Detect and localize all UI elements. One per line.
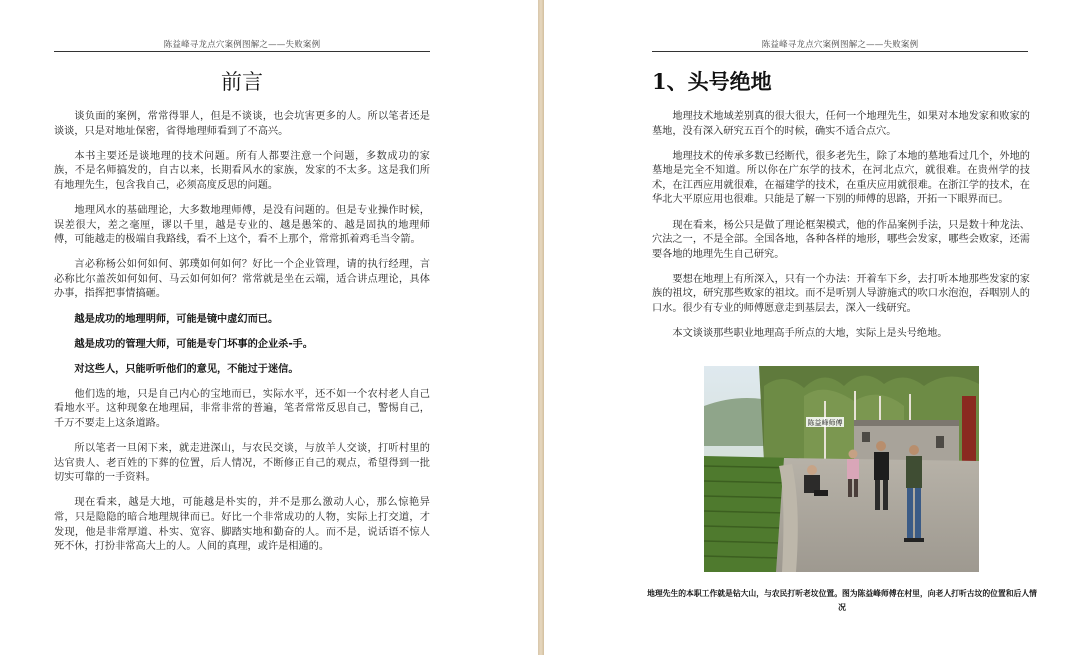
paragraph: 他们选的地，只是自己内心的宝地而已，实际水平，还不如一个农村老人自己看地水平。这种现象在地理届，非常非常的普遍，笔者常常反思自己，警惕自己，千万不要走上这条道路。	[54, 388, 430, 429]
paragraph: 本书主要还是谈地理的技术问题。所有人都要注意一个问题，多数成功的家族，不是名师搞发的，自古以来，长期看风水的家族，发家的不太多。这是我们所有地理先生，包含我自己，必须高度反思的问题。	[54, 150, 430, 191]
photo-caption: 地理先生的本职工作就是钻大山，与农民打听老坟位置。图为陈益峰师傅在村里，向老人打听古坟的位置和后人情况	[647, 589, 1037, 612]
paragraph: 所以笔者一旦闲下来，就走进深山，与农民交谈，与放羊人交谈，打听村里的达官贵人、老百姓的下葬的位置，后人情况，不断修正自己的观点，希望得到一批切实可靠的一手资料。	[54, 443, 430, 484]
paragraph: 地理风水的基础理论，大多数地理师傅，是没有问题的。但是专业操作时候，误差很大，差之毫厘，谬以千里，越是专业的、越是愚笨的、越是固执的地理师傅，可能越走的极端自我路线，看不上这个，看不上那个，常常抓着鸡毛当令箭。	[54, 204, 430, 246]
paragraph: 要想在地理上有所深入，只有一个办法：开着车下乡，去打听本地那些发家的家族的祖坟，研究那些败家的祖坟。而不是听别人导游施式的吹口水泡泡，吞咽别人的口水。很少有专业的师傅愿意走到基层去，深入一线研究。	[652, 273, 1030, 315]
paragraph: 本文谈谈那些职业地理高手所点的大地，实际上是头号绝地。	[672, 328, 948, 340]
running-header: 陈益峰寻龙点穴案例图解之——失败案例	[761, 40, 919, 50]
paragraph: 言必称杨公如何如何、郭璞如何如何？好比一个企业管理，请的执行经理，言必称比尔盖茨如何如何、马云如何如何？常常就是坐在云端，适合讲点理论，具体办事，指挥把事情搞砸。	[54, 259, 430, 300]
bold-statement: 越是成功的管理大师，可能是专门坏事的企业杀-手。	[74, 338, 313, 350]
bold-statement: 越是成功的地理明师，可能是镜中虚幻而已。	[74, 313, 279, 325]
paragraph: 地理技术的传承多数已经断代，很多老先生，除了本地的墓地看过几个，外地的墓地是完全不知道。所以你在广东学的技术，在河北点穴，就很难。在贵州学的技术，在江西应用就很难，在福建学的技术，在重庆应用就很难。在浙江学的技术，在华北大平原应用也很难。只能是了解一下别的师傅的思路，开拓一下眼界而已。	[652, 150, 1030, 206]
paragraph: 现在看来，杨公只是做了理论框架模式，他的作品案例手法，只是数十种龙法、穴法之一，不是全部。全国各地，各种各样的地形，哪些会发家，哪些会败家，还需要各地的地理先生自己研究。	[652, 219, 1030, 260]
chapter-title: 1、头号绝地	[652, 69, 772, 94]
paragraph: 谈负面的案例，常常得罪人，但是不谈谈，也会坑害更多的人。所以笔者还是谈谈，只是对地址保密，省得地理师看到了不高兴。	[54, 111, 430, 137]
paragraph: 现在看来，越是大地，可能越是朴实的，并不是那么激动人心，那么惊艳异常，只是隐隐的暗合地理规律而已。好比一个非常成功的人物，实际上打交道，才发现，他是非常厚道、朴实、宽容、脚踏实地和勤奋的人。而不是，说话语不惊人死不休，打扮非常高大上的人。人间的真理，或许是相通的。	[54, 497, 430, 553]
right-page	[544, 0, 1077, 655]
running-header: 陈益峰寻龙点穴案例图解之——失败案例	[163, 40, 321, 50]
header-rule	[54, 51, 430, 52]
header-rule	[652, 51, 1028, 52]
village-photo	[704, 366, 979, 572]
photo-illustration	[704, 366, 979, 572]
left-page	[0, 0, 538, 655]
paragraph: 地理技术地域差别真的很大很大，任何一个地理先生，如果对本地发家和败家的墓地，没有深入研究五百个的时候，确实不适合点穴。	[652, 111, 1030, 137]
body-text	[652, 110, 1030, 352]
photo-sign: 陈益峰师傅	[807, 419, 843, 427]
body-text	[54, 110, 430, 565]
page-title: 前言	[221, 70, 263, 94]
bold-statement: 对这些人，只能听听他们的意见，不能过于迷信。	[74, 363, 299, 375]
